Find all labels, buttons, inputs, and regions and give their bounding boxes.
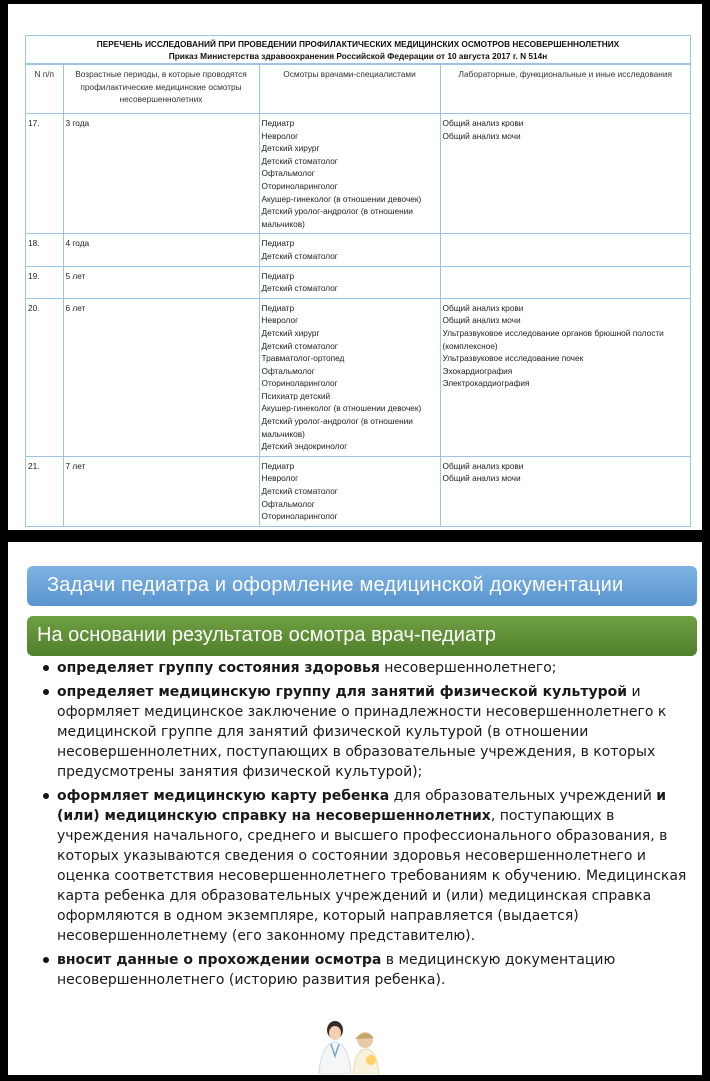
doctor-item: Офтальмолог [261,365,315,376]
doctor-item: Невролог [261,473,299,484]
doctor-item: Оториноларинголог [261,378,338,389]
cell-num: 21. [26,456,63,526]
doctor-item: Акушер-гинеколог (в отношении девочек) [261,193,422,204]
header-age: Возрастные периоды, в которые проводятся профилактические медицинские осмотры несовершеннолетних [63,65,259,114]
doctor-item: Детский хирург [261,143,320,154]
doctor-item: Детский стоматолог [261,283,338,294]
doctor-item: Невролог [261,315,299,326]
test-item: Эхокардиография [442,365,513,376]
doctor-item: Педиатр [261,118,295,128]
cell-num: 17. [26,114,63,234]
table-body [26,114,690,527]
doctor-item: Детский стоматолог [261,486,338,497]
cell-doctors [259,234,440,266]
doctor-item: Офтальмолог [261,168,315,179]
doctor-item: Педиатр [261,270,295,281]
cell-age: 3 года [63,114,259,234]
doctor-item: Детский уролог-андролог (в отношении мальчиков) [261,416,413,439]
doctor-item: Детский стоматолог [261,155,338,166]
cell-tests [440,456,690,526]
doctor-item: Оториноларинголог [261,180,338,191]
table-title [26,36,690,64]
cell-doctors [259,266,440,298]
doctor-item: Детский уролог-андролог (в отношении мальчиков) [261,206,413,229]
cell-num: 19. [26,266,63,298]
doctor-item: Невролог [261,130,299,141]
slide-pediatrician-tasks [8,542,702,1075]
list-item: вносит данные о прохождении осмотра в медицинскую документацию несовершеннолетнего (историю развития ребенка). [41,950,693,990]
doctor-item: Акушер-гинеколог (в отношении девочек) [261,403,422,414]
doctor-item: Офтальмолог [261,498,315,509]
test-item: Общий анализ крови [442,460,524,471]
test-item: Общий анализ крови [442,118,524,128]
cell-tests [440,234,690,266]
cell-doctors [259,114,440,234]
slide-title: Задачи педиатра и оформление медицинской документации [27,566,697,606]
table-title-line2: Приказ Министерства здравоохранения Российской Федерации от 10 августа 2017 г. N 514н [168,51,548,61]
cell-age: 6 лет [63,298,259,456]
doctor-item: Оториноларинголог [261,511,338,522]
header-num: N п/п [26,65,63,114]
cell-num: 18. [26,234,63,266]
header-doctors: Осмотры врачами-специалистами [259,65,440,114]
list-item: определяет медицинскую группу для занятий физической культурой и оформляет медицинское заключение о принадлежности несовершеннолетнего к медицинской группе для занятий физической культурой (в отношении несовершеннолетних, поступающих в образовательные учреждения, в которых предусмотрены занятия физической культурой); [41,682,693,782]
doctor-item: Педиатр [261,238,295,249]
header-tests: Лабораторные, функциональные и иные исследования [440,65,690,114]
doctor-item: Детский стоматолог [261,340,338,351]
test-item: Общий анализ мочи [442,473,521,484]
list-item: оформляет медицинскую карту ребенка для образовательных учреждений и (или) медицинскую справку на несовершеннолетних, поступающих в учреждения начального, среднего и высшего профессионального образования, в которых указываются сведения о состоянии здоровья несовершеннолетнего и оценка соответствия несовершеннолетнего требованиям к обучению. Медицинская карта ребенка для образовательных учреждений и (или) медицинская справка оформляются в одном экземпляре, который направляется (выдается) несовершеннолетнему (его законному представителю). [41,786,693,946]
doctor-item: Педиатр [261,302,295,313]
list-item: определяет группу состояния здоровья несовершеннолетнего; [41,658,693,678]
table-row [26,456,690,526]
test-item: Ультразвуковое исследование органов брюшной полости (комплексное) [442,327,664,351]
table-row [26,234,690,266]
cell-tests [440,114,690,234]
test-item: Электрокардиография [442,378,530,389]
cell-doctors [259,298,440,456]
test-item: Ультразвуковое исследование почек [442,353,584,364]
table-row [26,266,690,298]
test-item: Общий анализ мочи [442,315,521,326]
cell-age: 4 года [63,234,259,266]
examination-table [25,35,691,527]
test-item: Общий анализ крови [442,302,524,313]
doctor-item: Педиатр [261,460,295,471]
table-row [26,298,690,456]
doctor-item: Психиатр детский [261,390,331,401]
cell-num: 20. [26,298,63,456]
table-header-row [26,65,690,114]
doctor-item: Травматолог-ортопед [261,353,345,364]
tasks-list [41,658,693,994]
doctor-item: Детский эндокринолог [261,441,348,452]
table-row [26,114,690,234]
test-item: Общий анализ мочи [442,130,521,141]
cell-age: 7 лет [63,456,259,526]
cell-age: 5 лет [63,266,259,298]
doctor-item: Детский стоматолог [261,250,338,261]
cell-doctors [259,456,440,526]
cell-tests [440,298,690,456]
slide-subtitle: На основании результатов осмотра врач-педиатр [27,616,697,656]
table-title-line1: ПЕРЕЧЕНЬ ИССЛЕДОВАНИЙ ПРИ ПРОВЕДЕНИИ ПРОФИЛАКТИЧЕСКИХ МЕДИЦИНСКИХ ОСМОТРОВ НЕСОВЕРШЕННОЛЕТНИХ [96,39,620,49]
cell-tests [440,266,690,298]
slide-examination-table [8,4,702,530]
doctor-with-child-icon [311,1018,391,1074]
doctor-item: Детский хирург [261,327,320,338]
table-grid [26,64,690,527]
